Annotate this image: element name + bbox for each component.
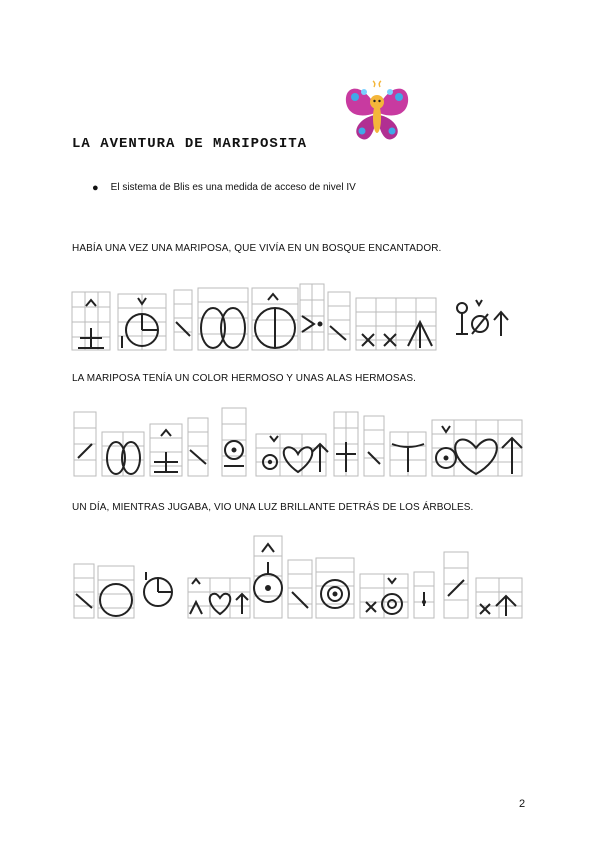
page-number: 2 (519, 798, 526, 810)
butterfly-icon (340, 80, 414, 144)
document-title: LA AVENTURA DE MARIPOSITA (72, 136, 308, 152)
sentence-1: HABÍA UNA VEZ UNA MARIPOSA, QUE VIVÍA EN UN BOSQUE ENCANTADOR. (72, 243, 442, 254)
blis-sentence-1 (70, 282, 520, 352)
blis-sentence-2 (70, 406, 525, 476)
blis-sentence-3 (70, 534, 530, 604)
bullet-text: El sistema de Blis es una medida de acceso de nivel IV (110, 182, 356, 193)
bullet-item (92, 182, 356, 194)
sentence-2: LA MARIPOSA TENÍA UN COLOR HERMOSO Y UNAS ALAS HERMOSAS. (72, 373, 417, 384)
sentence-3: UN DÍA, MIENTRAS JUGABA, VIO UNA LUZ BRILLANTE DETRÁS DE LOS ÁRBOLES. (72, 502, 474, 513)
bullet-dot: ● (92, 182, 99, 194)
